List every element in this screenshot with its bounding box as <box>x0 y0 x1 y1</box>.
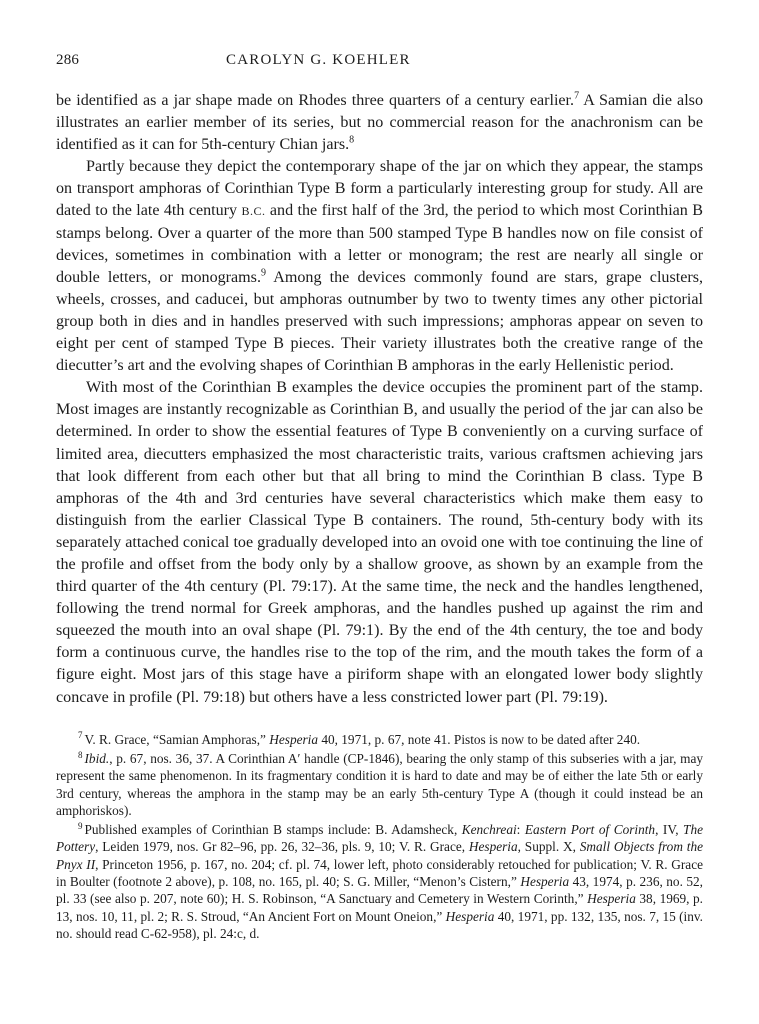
italic-title: The Pottery <box>56 822 703 855</box>
text-run: , Princeton 1956, p. 167, no. 204; cf. pl. 74, lower left, photo considerably retouched for publication; V. R. Grace in Boulter (footnote 2 above), p. 108, no. 165, pl. 40; S. G. Miller, “Menon’s Cistern,” <box>56 856 703 889</box>
footnote-number: 8 <box>78 749 83 760</box>
journal-title: Hesperia <box>587 891 636 907</box>
text-run: Partly because they depict the contemporary shape of the jar on which they appear, the stamps on transport amphoras of Corinthian Type B form a particularly interesting group for study. All are dated to the late 4th century <box>56 158 703 220</box>
text-run: , Leiden 1979, nos. Gr 82–96, pp. 26, 32–36, pls. 9, 10; V. R. Grace, <box>95 839 469 855</box>
journal-title: Hesperia <box>445 908 495 924</box>
footnote-ref-9[interactable]: 9 <box>260 267 266 279</box>
journal-title: Hesperia <box>269 731 319 747</box>
bc-abbreviation: B.C. <box>241 204 266 219</box>
text-run: 40, 1971, pp. 132, 135, nos. 7, 15 (inv. no. should read C-62-958), pl. 24:c, d. <box>56 908 704 941</box>
paragraph-2 <box>56 156 703 377</box>
footnote-8 <box>56 750 703 819</box>
footnote-ref-8[interactable]: 8 <box>349 134 355 146</box>
text-run: 43, 1974, p. 236, no. 52, pl. 33 (see also p. 207, note 60); H. S. Robinson, “A Sanctuary and Cemetery in Western Corinth,” <box>56 874 703 907</box>
footnote-number: 7 <box>78 730 83 741</box>
footnote-ref-7[interactable]: 7 <box>574 90 580 102</box>
text-run: Among the devices commonly found are stars, grape clusters, wheels, crosses, and caducei, but amphoras outnumber by two to twenty times any other pictorial group both in dies and in handles preserved with such impressions; amphoras appear on seven to eight per cent of stamped Type B pieces. Their variety illustrates both the creative range of the diecutter’s art and the evolving shapes of Corinthian B amphoras in the early Hellenistic period. <box>56 268 703 375</box>
footnote-9 <box>56 821 703 942</box>
paragraph-3: With most of the Corinthian B examples the device occupies the prominent part of the stamp. Most images are instantly recognizable as Corinthian B, and usually the period of the jar can also be determined. In order to show the essential features of Type B conveniently on a curving surface of limited area, diecutters emphasized the most characteristic traits, various craftsmen achieving jars that look different from each other but that all bring to mind the Corinthian B class. Type B amphoras of the 4th and 3rd centuries have several characteristics which make them easy to distinguish from the earlier Classical Type B containers. The round, 5th-century body with its separately attached conical toe gradually developed into an ovoid one with toe continuing the line of the profile and offset from the body only by a shallow groove, as shown by an example from the third quarter of the 4th century (Pl. 79:17). At the same time, the neck and the handles lengthened, following the trend normal for Greek amphoras, and the handles pushed up against the rim and squeezed the mouth into an oval shape (Pl. 79:1). By the end of the 4th century, the toe and body form a continuous curve, the handles rise to the top of the rim, and the mouth takes the form of a figure eight. Most jars of this stage have a piriform shape with an elongated lower body slightly concave in profile (Pl. 79:18) but others have a less constricted lower part (Pl. 79:19). <box>56 379 703 706</box>
text-run: be identified as a jar shape made on Rhodes three quarters of a century earlier. <box>56 92 575 109</box>
page-number: 286 <box>56 52 80 68</box>
text-run: and the first half of the 3rd, the period to which most Corinthian B stamps belong. Over a quarter of the more than 500 stamped Type B handles now on file consist of devices, sometimes in combination with a letter or monogram; the rest are nearly all single or double letters, or monograms. <box>56 202 703 286</box>
journal-title: Hesperia <box>468 839 518 855</box>
footnote-7 <box>56 731 703 748</box>
footnote-number: 9 <box>78 820 83 831</box>
journal-title: Hesperia <box>520 874 570 889</box>
text-run: , Suppl. X, <box>517 839 580 855</box>
italic-title: Eastern Port of Corinth <box>524 822 656 838</box>
footnotes <box>56 731 703 943</box>
text-run: , IV, <box>655 822 684 838</box>
text-run: A Samian die also illustrates an earlier member of its series, but no commercial reason for the anachronism can be identified as it can for 5th-century Chian jars. <box>56 92 703 154</box>
text-run: V. R. Grace, “Samian Amphoras,” <box>84 731 270 747</box>
running-title: CAROLYN G. KOEHLER <box>226 52 411 68</box>
text-run: 38, 1969, p. 13, nos. 10, 11, pl. 2; R. S. Stroud, “An Ancient Fort on Mount Oneion,” <box>56 891 704 924</box>
text-run: : <box>516 822 525 838</box>
ibid: Ibid. <box>84 750 110 766</box>
text-run: Published examples of Corinthian B stamps include: B. Adamsheck, <box>84 822 462 838</box>
italic-title: Kenchreai <box>461 822 517 838</box>
paragraph-1 <box>56 90 703 156</box>
text-run: , p. 67, nos. 36, 37. A Corinthian A′ handle (CP-1846), bearing the only stamp of this subseries with a jar, may represent the same phenomenon. In its fragmentary condition it is hard to date and may be of either the late 5th or early 3rd century, whereas the amphora in the stamp may be an early 5th-century Type A (though it could instead be an amphoriskos). <box>56 750 703 818</box>
running-head <box>56 52 703 76</box>
text-run: 40, 1971, p. 67, note 41. Pistos is now to be dated after 240. <box>318 731 641 747</box>
italic-title: Small Objects from the Pnyx II <box>56 839 703 872</box>
body-text <box>56 90 703 709</box>
